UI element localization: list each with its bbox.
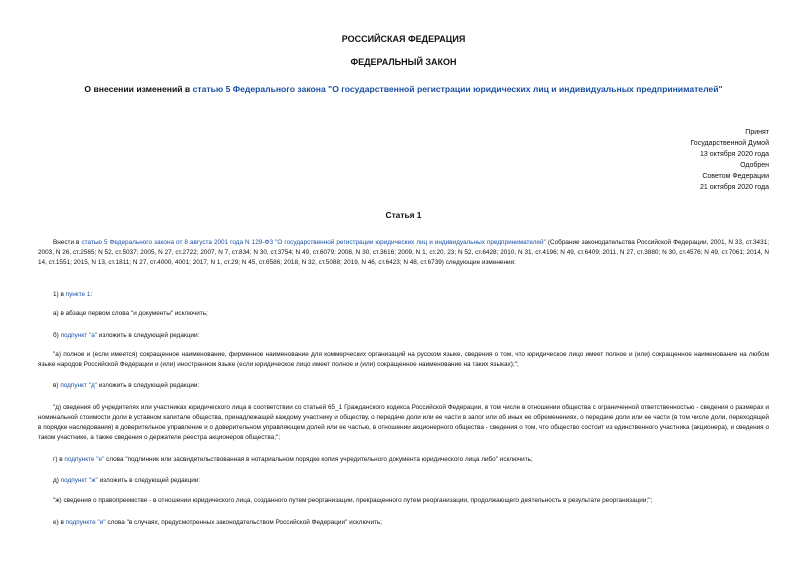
item-e: е) в подпункте "и" слова "в случаях, предусмотренных законодательством Российской Федерации" исключить; bbox=[53, 519, 383, 526]
item-d: д) подпункт "ж" изложить в следующей редакции: bbox=[53, 477, 201, 484]
item-v: в) подпункт "д" изложить в следующей редакции: bbox=[53, 382, 200, 389]
adopted-label: Принят bbox=[745, 129, 769, 136]
adopted-date: 13 октября 2020 года bbox=[700, 151, 769, 158]
adopted-by: Государственной Думой bbox=[690, 140, 769, 147]
item-g-link[interactable]: подпункте "е" bbox=[64, 456, 105, 463]
item-b-link[interactable]: подпункт "а" bbox=[60, 332, 98, 339]
law-type-heading: ФЕДЕРАЛЬНЫЙ ЗАКОН bbox=[350, 57, 457, 67]
item-d-link[interactable]: подпункт "ж" bbox=[60, 477, 98, 484]
approved-label: Одобрен bbox=[740, 162, 769, 169]
intro-link[interactable]: статью 5 Федерального закона от 8 августа 2001 года N 129-ФЗ "О государственной регистрации юридических лиц и индивидуальных предпринимателей" bbox=[81, 239, 546, 246]
quote-d: "д) сведения об учредителях или участниках юридического лица в соответствии со статьей 65_1 Гражданского кодекса Российской Федерации, в том числе в отношении общества с ограниченной ответственностью - сведения о размерах и номинальной стоимости доли в уставном капитале общества, принадлежащей каждому участнику и обществу, о передаче доли или ее части в залог или об иных ее обременениях, о передаче доли или ее части (в том числе доли, переходящей в порядке наследования) в доверительное управление и о доверительном управляющем долей или ее частью, в отношении акционерного общества - сведения о том, что общество состоит из единственного участника (акционера), и сведения о таком участнике, а также сведения о держателе реестра акционеров общества;"; bbox=[38, 404, 769, 441]
item-g: г) в подпункте "е" слова "подлинник или засвидетельствованная в нотариальном порядке копия учредительного документа юридического лица либо" исключить; bbox=[53, 456, 533, 463]
item-b: б) подпункт "а" изложить в следующей редакции: bbox=[53, 332, 200, 339]
intro-text-1: Внести в bbox=[53, 239, 82, 246]
law-title-link[interactable]: статью 5 Федерального закона "О государственной регистрации юридических лиц и индивидуальных предпринимателей" bbox=[192, 84, 723, 94]
adoption-info bbox=[569, 127, 769, 193]
article-intro bbox=[38, 238, 769, 268]
article-heading: Статья 1 bbox=[385, 210, 422, 220]
approved-by: Советом Федерации bbox=[702, 173, 769, 180]
country-heading: РОССИЙСКАЯ ФЕДЕРАЦИЯ bbox=[341, 34, 466, 44]
law-title-prefix: О внесении изменений в bbox=[84, 84, 191, 94]
item-e-link[interactable]: подпункте "и" bbox=[65, 519, 106, 526]
item-1: 1) в пункте 1: bbox=[53, 291, 93, 298]
approved-date: 21 октября 2020 года bbox=[700, 184, 769, 191]
item-v-link[interactable]: подпункт "д" bbox=[60, 382, 97, 389]
intro-text-2: (Собрание законодательства Российской Федерации, 2001, N 33, ст.3431; 2003, N 26, ст.2565; N 52, ст.5037; 2005, N 27, ст.2722; 2007, N 7, ст.834; N 30, ст.3754; N 49, ст.6079; 2008, N 30, ст.3616; 2009, N 1, ст.20, 23; N 52, ст.6428; 2010, N 31, ст.4196; N 49, ст.6409; 2011, N 27, ст.3880; N 30, ст.4576; N 49, ст.7061; 2014, N 14, ст.1551; 2015, N 13, ст.1811; N 27, ст.4000, 4001; 2017, N 1, ст.29; N 45, ст.6586; 2018, N 32, ст.5088; 2019, N 46, ст.6423; N 48, ст.6739) следующие изменения: bbox=[38, 239, 769, 266]
quote-zh: "ж) сведения о правопреемстве - в отношении юридического лица, созданного путем реорганизации, прекращенного путем реорганизации, продолжающего деятельность в результате реорганизации;"; bbox=[53, 497, 653, 504]
law-title bbox=[0, 84, 807, 94]
item-1-link[interactable]: пункте 1 bbox=[65, 291, 91, 298]
quote-a: "а) полное и (если имеется) сокращенное наименование, фирменное наименование для коммерческих организаций на русском языке, сведения о том, что юридическое лицо имеет полное и (или) сокращенное наименование на любом языке народов Российской Федерации и (или) иностранном языке (если юридическое лицо имеет полное и (или) сокращенное наименование на таких языках);"; bbox=[38, 351, 769, 368]
item-a: а) в абзаце первом слова "и документы" исключить; bbox=[53, 310, 208, 317]
